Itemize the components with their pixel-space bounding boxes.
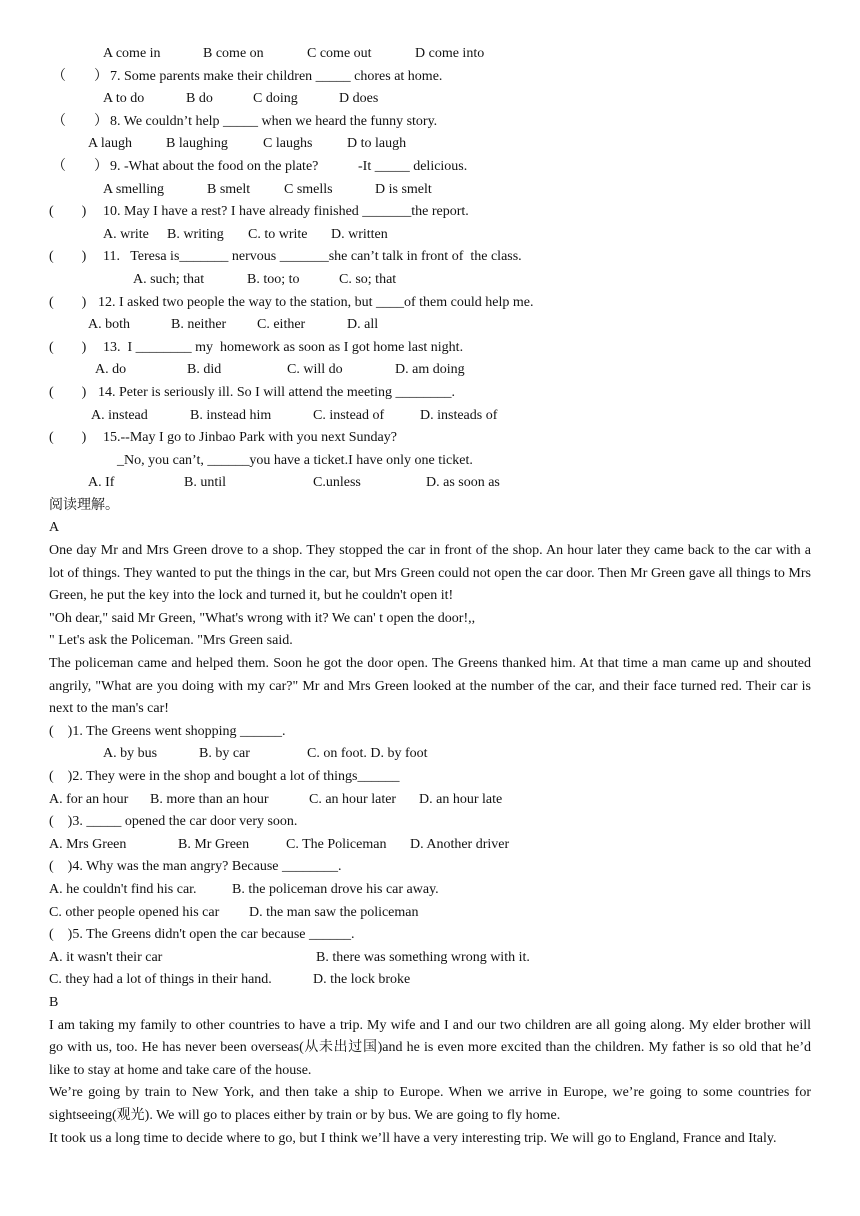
passage-label: A xyxy=(49,520,60,536)
option: B. instead him xyxy=(190,407,272,423)
passage-b-paragraph-1: I am taking my family to other countries to have a trip. My wife and I and our two children are all going along. My elder brother will go with us, too. He has never been overseas(从未出过国)and he is even more excited than the children. My father is so old that he’d like to stay at home and take care of the house. xyxy=(49,1017,811,1078)
passage-a-q4-options-row1 xyxy=(0,879,860,902)
q7-options xyxy=(0,88,860,111)
question-stem: 8. We couldn’t help _____ when we heard the funny story. xyxy=(110,113,438,129)
option: A. do xyxy=(95,362,127,378)
option: B. by car xyxy=(199,746,250,762)
option: C laughs xyxy=(263,136,313,152)
question-stem-reply: _No, you can’t, ______you have a ticket.I have only one ticket. xyxy=(117,452,473,468)
option: C. will do xyxy=(287,362,343,378)
question-stem: 7. Some parents make their children _____ chores at home. xyxy=(110,68,443,84)
question-stem: 13. I ________ my homework as soon as I got home last night. xyxy=(103,339,464,355)
option: D. as soon as xyxy=(426,475,500,491)
passage-a-paragraph-3: " Let's ask the Policeman. "Mrs Green said. xyxy=(49,633,293,649)
passage-a-paragraph-2: "Oh dear," said Mr Green, "What's wrong with it? We can' t open the door!,, xyxy=(49,610,476,626)
option: C come out xyxy=(307,46,372,61)
question-10 xyxy=(0,201,860,224)
question-stem: 10. May I have a rest? I have already finished _______the report. xyxy=(103,204,469,220)
answer-bracket: ( ) xyxy=(49,430,87,446)
question-9 xyxy=(0,156,860,179)
passage-a-paragraph-4: The policeman came and helped them. Soon he got the door open. The Greens thanked him. At that time a man came up and shouted angrily, "What are you doing with my car?" Mr and Mrs Green looked at the number of the car, and their face turned red. Their car is next to the man's car! xyxy=(49,656,811,717)
question-15 xyxy=(0,427,860,450)
question-stem: 11. Teresa is_______ nervous _______she can’t talk in front of the class. xyxy=(103,249,522,265)
option: B. did xyxy=(187,362,222,378)
question-stem: ( )3. _____ opened the car door very soon. xyxy=(49,814,298,830)
option: D come into xyxy=(415,46,485,61)
option: A come in xyxy=(103,46,161,61)
passage-a-q5-options-row2 xyxy=(0,969,860,992)
option: A. by bus xyxy=(103,746,158,762)
option: C. an hour later xyxy=(309,791,397,807)
q11-options xyxy=(0,269,860,292)
answer-bracket: ( ) xyxy=(49,384,87,400)
option: C doing xyxy=(253,91,298,107)
option: B come on xyxy=(203,46,264,61)
question-13 xyxy=(0,337,860,360)
passage-label: B xyxy=(49,994,59,1010)
option: D. an hour late xyxy=(419,791,503,807)
passage-a-q3-options xyxy=(0,834,860,857)
q15-options xyxy=(0,472,860,495)
option: D. Another driver xyxy=(410,836,510,852)
option: A. for an hour xyxy=(49,791,129,807)
option: C. on foot. D. by foot xyxy=(307,746,428,762)
option: B do xyxy=(186,91,213,107)
option: B. more than an hour xyxy=(150,791,269,807)
option: A. it wasn't their car xyxy=(49,949,163,965)
option: C. either xyxy=(257,317,306,333)
option: C.unless xyxy=(313,475,361,491)
passage-b-paragraph-2: We’re going by train to New York, and then take a ship to Europe. When we arrive in Europe, we’re going to some countries for sightseeing(观光). We will go to places either by train or by bus. We are going to fly home. xyxy=(49,1085,811,1123)
option: A. both xyxy=(88,317,130,333)
question-8 xyxy=(0,111,860,134)
option: D. the lock broke xyxy=(313,972,411,988)
passage-b-paragraph-3: It took us a long time to decide where to go, but I think we’ll have a very interesting trip. We will go to England, France and Italy. xyxy=(49,1130,777,1146)
question-stem-reply: -It _____ delicious. xyxy=(358,158,468,174)
question-stem: 15.--May I go to Jinbao Park with you next Sunday? xyxy=(103,430,397,446)
question-stem: ( )1. The Greens went shopping ______. xyxy=(49,723,286,739)
option: C. The Policeman xyxy=(286,836,387,852)
option: D. written xyxy=(331,226,388,242)
answer-bracket: （ ） xyxy=(52,113,108,129)
option: A to do xyxy=(103,91,145,107)
q12-options xyxy=(0,314,860,337)
option: B. until xyxy=(184,475,227,491)
question-14 xyxy=(0,382,860,405)
question-stem: ( )4. Why was the man angry? Because ________. xyxy=(49,859,342,875)
answer-bracket: ( ) xyxy=(49,249,87,265)
option: B smelt xyxy=(207,181,251,197)
q10-options xyxy=(0,224,860,247)
q8-options xyxy=(0,133,860,156)
q13-options xyxy=(0,359,860,382)
passage-a-label-line xyxy=(0,517,860,540)
option: B. neither xyxy=(171,317,227,333)
passage-a-question-1 xyxy=(0,721,860,744)
option: B. too; to xyxy=(247,271,300,287)
option: A. Mrs Green xyxy=(49,836,127,852)
passage-a-question-2 xyxy=(0,766,860,789)
option: B. there was something wrong with it. xyxy=(316,949,530,965)
question-11 xyxy=(0,246,860,269)
passage-a-q1-options xyxy=(0,743,860,766)
option: A. If xyxy=(88,475,115,491)
passage-b-label-line xyxy=(0,992,860,1015)
option: C. to write xyxy=(248,226,308,242)
option: B. Mr Green xyxy=(178,836,250,852)
answer-bracket: ( ) xyxy=(49,294,87,310)
passage-a-question-5 xyxy=(0,924,860,947)
passage-a-question-4 xyxy=(0,856,860,879)
answer-bracket: ( ) xyxy=(49,204,87,220)
option: A smelling xyxy=(103,181,165,197)
option: C. other people opened his car xyxy=(49,904,220,920)
passage-a-q2-options xyxy=(0,789,860,812)
passage-a-question-3 xyxy=(0,811,860,834)
option: D to laugh xyxy=(347,136,407,152)
q14-options xyxy=(0,405,860,428)
option: D is smelt xyxy=(375,181,432,197)
question-12 xyxy=(0,292,860,315)
answer-bracket: （ ） xyxy=(52,68,108,84)
option: D. all xyxy=(347,317,379,333)
option: B. writing xyxy=(167,226,224,242)
question-stem: 12. I asked two people the way to the station, but ____of them could help me. xyxy=(98,294,534,310)
passage-a-q4-options-row2 xyxy=(0,902,860,925)
option: B laughing xyxy=(166,136,228,152)
question-15-reply xyxy=(0,450,860,473)
option: A. instead xyxy=(91,407,148,423)
passage-a-q5-options-row1 xyxy=(0,947,860,970)
question-7 xyxy=(0,66,860,89)
question-stem: ( )2. They were in the shop and bought a lot of things______ xyxy=(49,769,400,784)
document-page xyxy=(0,43,860,1150)
answer-bracket: ( ) xyxy=(49,339,87,355)
option: D does xyxy=(339,91,379,107)
passage-a-paragraph-1: One day Mr and Mrs Green drove to a shop. They stopped the car in front of the shop. An hour later they came back to the car with a lot of things. They wanted to put the things in the car, but Mrs Green could not open the car door. Then Mr Green gave all things to Mrs Green, he put the key into the lock and turned it, but he couldn't open it! xyxy=(49,543,811,604)
question-stem: ( )5. The Greens didn't open the car because ______. xyxy=(49,927,355,943)
question-stem: 14. Peter is seriously ill. So I will attend the meeting ________. xyxy=(98,384,455,400)
option: A. he couldn't find his car. xyxy=(49,881,197,897)
section-heading xyxy=(0,495,860,518)
option: A. such; that xyxy=(133,271,205,287)
option: C. instead of xyxy=(313,407,385,423)
option: A. write xyxy=(103,226,149,242)
option: C. they had a lot of things in their hand. xyxy=(49,972,272,988)
reading-heading: 阅读理解。 xyxy=(49,497,119,513)
question-stem: 9. -What about the food on the plate? xyxy=(110,158,319,174)
option: B. the policeman drove his car away. xyxy=(232,881,439,897)
q9-options xyxy=(0,179,860,202)
option: D. insteads of xyxy=(420,407,498,423)
option: D. the man saw the policeman xyxy=(249,904,419,920)
option: C smells xyxy=(284,181,333,197)
option: A laugh xyxy=(88,136,132,152)
option: D. am doing xyxy=(395,362,465,378)
answer-bracket: （ ） xyxy=(52,158,108,174)
q6-options xyxy=(0,43,860,66)
option: C. so; that xyxy=(339,271,397,287)
